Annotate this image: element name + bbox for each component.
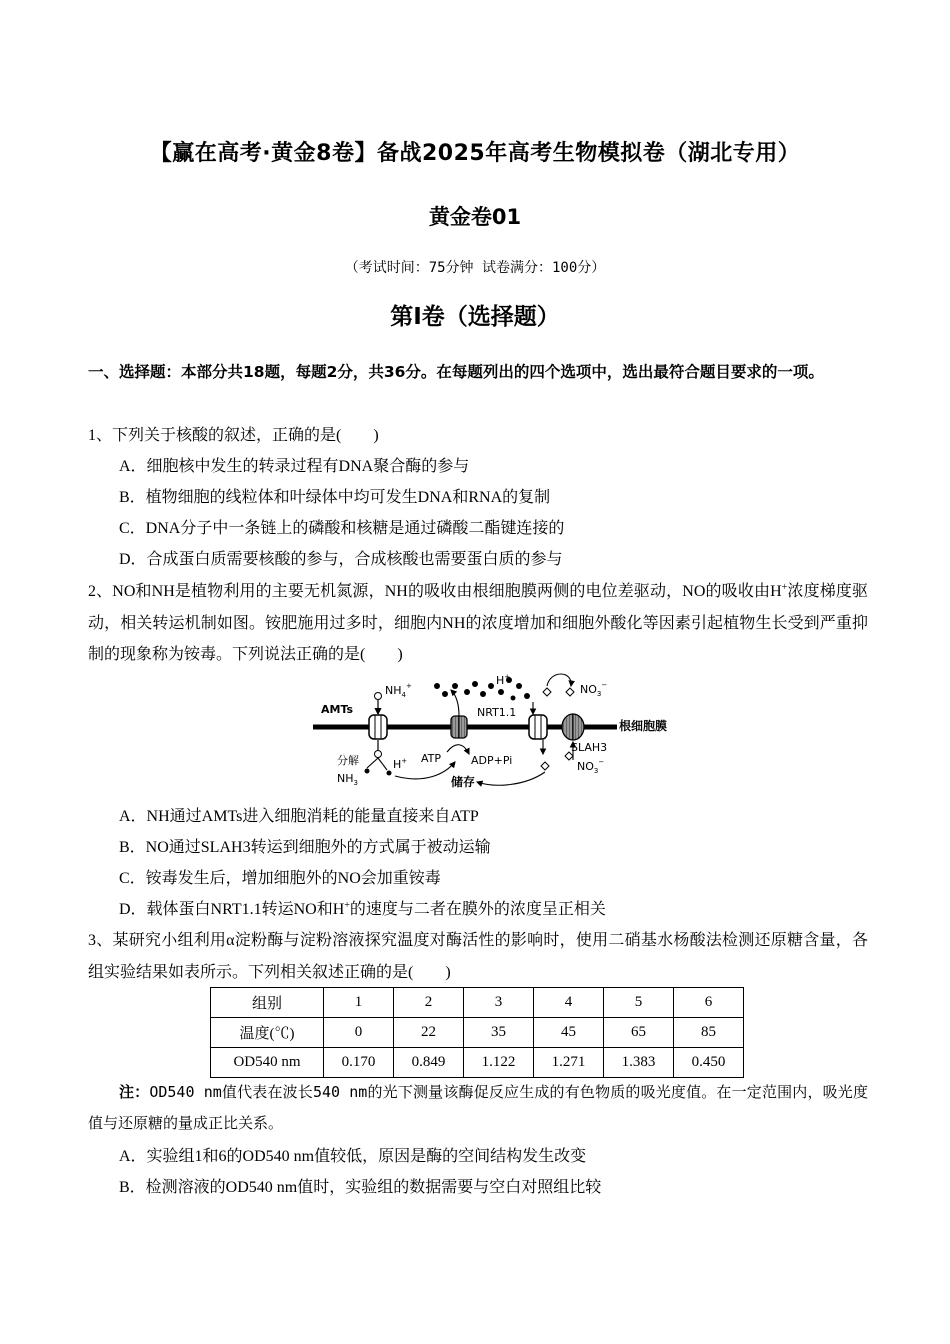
nitrogen-transport-diagram <box>305 672 685 794</box>
table-cell: 温度(℃) <box>211 1018 324 1048</box>
exam-title: 【赢在高考·黄金8卷】备战2025年高考生物模拟卷（湖北专用） <box>149 141 801 166</box>
nh4-superscript: + <box>405 682 412 690</box>
nh4-label <box>385 682 412 699</box>
table-cell: 1.271 <box>534 1048 604 1078</box>
proton-release-line <box>378 758 387 770</box>
question-2-option-c: C．铵毒发生后，增加细胞外的NO会加重铵毒 <box>119 870 441 887</box>
table-cell: 0.849 <box>394 1048 464 1078</box>
option-d-proton-charge: + <box>344 900 350 911</box>
table-cell: 1.383 <box>604 1048 674 1078</box>
no3-top-subscript: 3 <box>596 690 602 698</box>
adp-label: ADP+Pi <box>471 754 513 767</box>
amts-transporter <box>369 693 387 758</box>
question-2-stem <box>88 576 868 671</box>
question-2-option-d <box>119 900 606 920</box>
proton-pump <box>451 690 467 738</box>
volume-heading: 第I卷（选择题） <box>390 304 560 330</box>
table-row <box>211 1048 744 1078</box>
proton-bottom-text: H <box>393 758 402 771</box>
proton-label-bottom: H+ <box>393 757 408 771</box>
no3-top-superscript: − <box>601 681 608 689</box>
no3-label-bottom: $NO_3^-$ <box>577 758 605 775</box>
nh3-label <box>337 772 358 787</box>
nrt11-transporter <box>529 702 547 754</box>
table-cell: 组别 <box>211 988 324 1018</box>
table-cell: 6 <box>674 988 744 1018</box>
section-instruction: 一、选择题：本部分共18题，每题2分，共36分。在每题列出的四个选项中，选出最符合题目要求的一项。 <box>88 363 824 381</box>
question-2-option-d-part-b: 的速度与二者在膜外的浓度呈正相关 <box>349 901 606 918</box>
no3-top-text: NO <box>580 683 597 696</box>
question-1-option-b: B．植物细胞的线粒体和叶绿体中均可发生DNA和RNA的复制 <box>119 489 551 506</box>
table-cell: OD540 nm <box>211 1048 324 1078</box>
no3-bottom-text: NO <box>577 760 594 773</box>
proton-top-text: H <box>496 674 505 687</box>
nh3-text: NH <box>337 772 354 785</box>
proton-label-top: H+ <box>496 673 511 687</box>
amts-label: AMTs <box>321 703 354 716</box>
table-cell: 1.122 <box>464 1048 534 1078</box>
atp-hydrolysis-arrow <box>447 745 469 754</box>
hydrogen-ion-charge: + <box>781 582 788 593</box>
no3-label-top <box>580 681 607 698</box>
table-cell: 1 <box>324 988 394 1018</box>
question-1-option-c: C．DNA分子中一条链上的磷酸和核糖是通过磷酸二酯键连接的 <box>119 520 565 537</box>
question-3-option-a: A．实验组1和6的OD540 nm值较低，原因是酶的空间结构发生改变 <box>119 1148 587 1165</box>
table-cell: 3 <box>464 988 534 1018</box>
question-3-stem: 3、某研究小组利用α淀粉酶与淀粉溶液探究温度对酶活性的影响时，使用二硝基水杨酸法检测还原糖含量，各组实验结果如表所示。下列相关叙述正确的是( ) <box>88 932 868 981</box>
decompose-line <box>367 758 378 768</box>
decompose-label: 分解 <box>337 754 359 767</box>
exam-subtitle: 黄金卷01 <box>428 205 522 229</box>
slah3-label: SLAH3 <box>571 741 608 754</box>
nh4-subscript: 4 <box>401 691 406 699</box>
nh4-text: NH <box>385 684 402 697</box>
table-cell: 0 <box>324 1018 394 1048</box>
table-cell: 5 <box>604 988 674 1018</box>
question-3-option-b: B．检测溶液的OD540 nm值时，实验组的数据需要与空白对照组比较 <box>119 1179 602 1196</box>
question-1-stem: 1、下列关于核酸的叙述，正确的是( ) <box>88 427 379 444</box>
question-1-option-d: D．合成蛋白质需要核酸的参与，合成核酸也需要蛋白质的参与 <box>119 551 563 568</box>
atp-label: ATP <box>421 752 442 765</box>
storage-arrow <box>477 772 545 785</box>
table-cell: 65 <box>604 1018 674 1048</box>
note-label: 注： <box>119 1083 150 1101</box>
enzyme-activity-table <box>210 987 744 1078</box>
table-cell: 85 <box>674 1018 744 1048</box>
table-cell: 22 <box>394 1018 464 1048</box>
membrane-label: 根细胞膜 <box>619 719 668 733</box>
question-2-stem-part-a: 2、NO和NH是植物利用的主要无机氮源，NH的吸收由根细胞膜两侧的电位差驱动，NO的吸收由H <box>88 583 782 600</box>
question-2-stem-part-b: 浓度梯度驱动，相关转运机制如图。铵肥施用过多时，细胞内NH的浓度增加和细胞外酸化等因素引起植物生长受到严重抑制的现象称为铵毒。下列说法正确的是( ) <box>88 583 868 663</box>
table-cell: 0.170 <box>324 1048 394 1078</box>
table-row <box>211 1018 744 1048</box>
table-cell: 2 <box>394 988 464 1018</box>
table-cell: 4 <box>534 988 604 1018</box>
proton-dots <box>434 677 530 701</box>
table-row <box>211 988 744 1018</box>
question-2-option-d-part-a: D．载体蛋白NRT1.1转运NO和H <box>119 901 345 918</box>
question-1-option-a: A．细胞核中发生的转录过程有DNA聚合酶的参与 <box>119 458 470 475</box>
table-note <box>88 1077 868 1139</box>
storage-label: 储存 <box>451 775 476 789</box>
nitrate-loop-arrow <box>547 674 571 686</box>
question-2-option-b: B．NO通过SLAH3转运到细胞外的方式属于被动运输 <box>119 839 491 856</box>
nrt-label: NRT1.1 <box>477 706 517 719</box>
table-cell: 45 <box>534 1018 604 1048</box>
table-cell: 0.450 <box>674 1048 744 1078</box>
nh3-subscript: 3 <box>353 779 358 787</box>
note-text: OD540 nm值代表在波长540 nm的光下测量该酶促反应生成的有色物质的吸光度值。在一定范围内，吸光度值与还原糖的量成正比关系。 <box>88 1083 868 1132</box>
table-cell: 35 <box>464 1018 534 1048</box>
exam-info: （考试时间：75分钟 试卷满分：100分） <box>344 260 606 276</box>
question-2-option-a: A．NH通过AMTs进入细胞消耗的能量直接来自ATP <box>119 808 479 825</box>
